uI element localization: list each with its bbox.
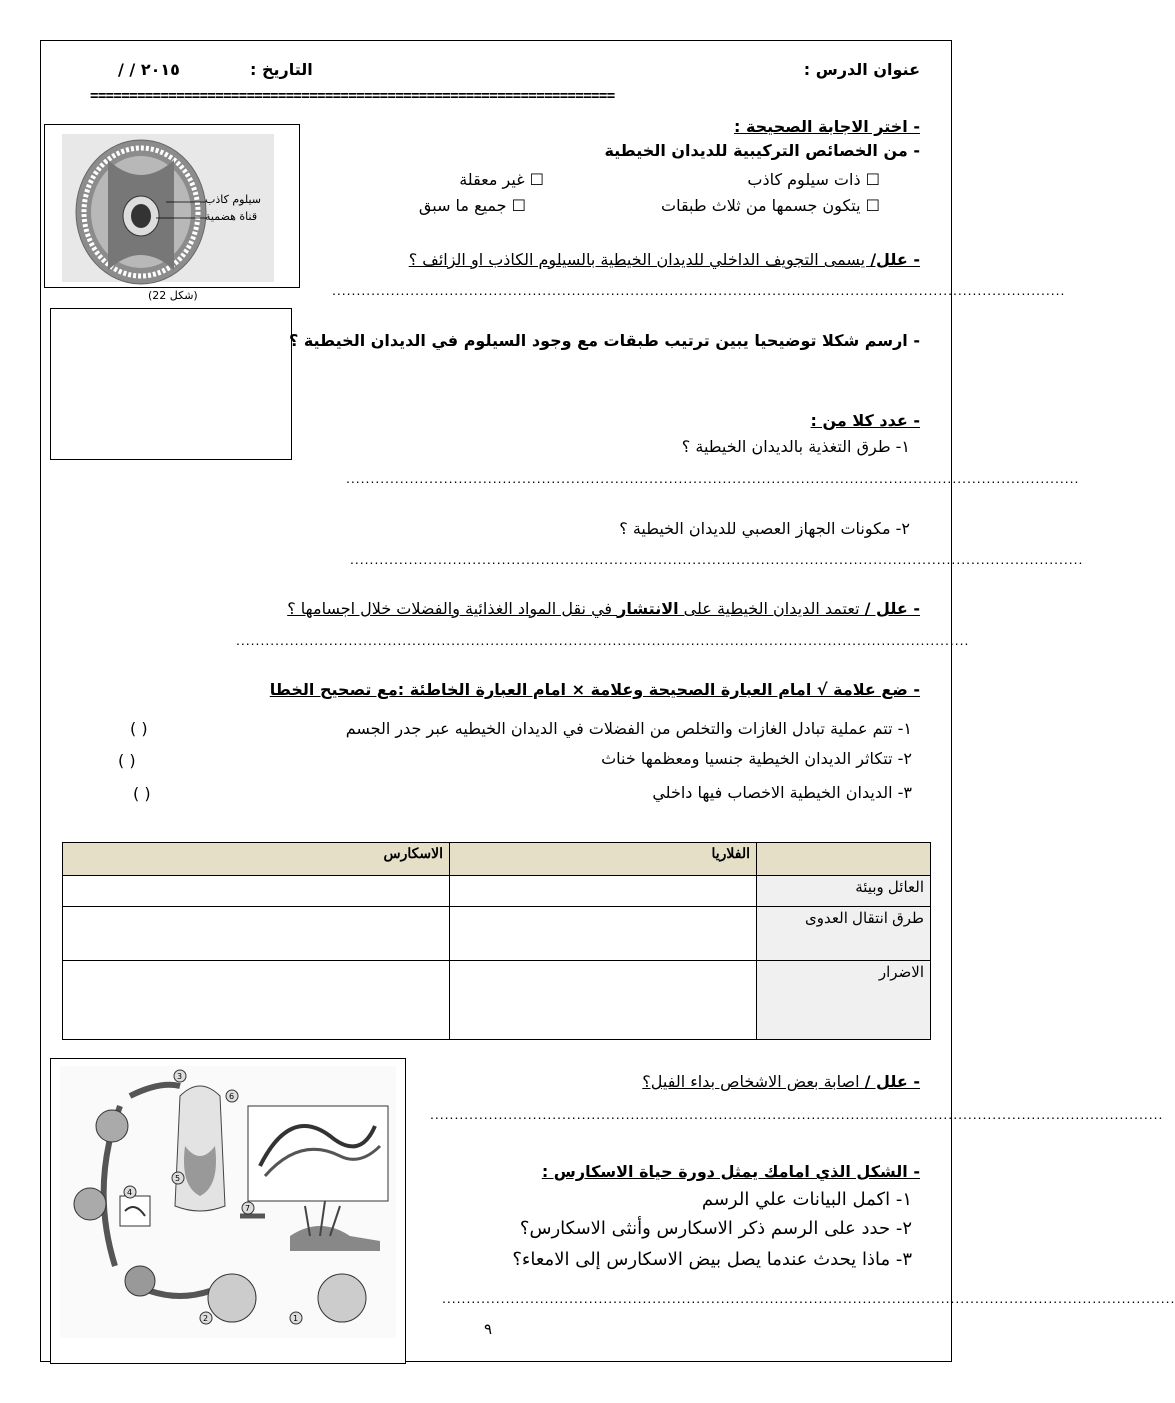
explain-2-text-b: في نقل المواد الغذائية والفضلات خلال اجسامها ؟: [287, 599, 618, 618]
table-cell-ascaris-host[interactable]: [63, 876, 450, 907]
lifecycle-num-4: 4: [127, 1188, 133, 1197]
truefalse-item-3: ٣- الديدان الخيطية الاخصاب فيها داخلي: [652, 783, 912, 802]
lifecycle-heading: - الشكل الذي امامك يمثل دورة حياة الاسكارس :: [541, 1162, 920, 1181]
mcq-option-2[interactable]: ☐ غير معقلة: [459, 170, 544, 189]
table-row-label-host: العائل وبيئة: [757, 876, 931, 907]
table-row: [63, 907, 931, 961]
explain-2-bold-word: الانتشار: [617, 599, 679, 618]
lifecycle-num-6: 6: [229, 1092, 235, 1101]
explain-1: [409, 250, 920, 269]
table-cell-filaria-transmission[interactable]: [450, 907, 757, 961]
truefalse-answer-1[interactable]: ( ): [130, 719, 148, 738]
figure-22-caption: (شكل 22): [148, 289, 198, 302]
mcq-option-4[interactable]: ☐ جميع ما سبق: [418, 196, 526, 215]
lifecycle-item-3: ٣- ماذا يحدث عندما يصل بيض الاسكارس إلى الامعاء؟: [512, 1249, 912, 1270]
mcq-option-1[interactable]: ☐ ذات سيلوم كاذب: [747, 170, 880, 189]
lifecycle-num-3: 3: [177, 1072, 183, 1081]
table-cell-ascaris-transmission[interactable]: [63, 907, 450, 961]
explain-1-prefix: - علل/: [870, 250, 920, 269]
answer-line-enumerate-1[interactable]: ......................................................................................................................................................: [346, 470, 1080, 486]
date-value: / / ٢٠١٥: [118, 60, 180, 79]
explain-3: [642, 1072, 920, 1091]
table-header-ascaris: الاسكارس: [63, 843, 450, 876]
table-cell-ascaris-harm[interactable]: [63, 961, 450, 1040]
truefalse-answer-2[interactable]: ( ): [118, 751, 136, 770]
lifecycle-item-2: ٢- حدد على الرسم ذكر الاسكارس وأنثى الاسكارس؟: [519, 1218, 912, 1239]
answer-line-explain-1[interactable]: ......................................................................................................................................................: [332, 282, 1066, 298]
answer-line-explain-3[interactable]: ......................................................................................................................................................: [430, 1106, 1164, 1122]
separator-line: ===================================================================: [90, 88, 615, 104]
table-row: [63, 876, 931, 907]
lifecycle-num-2: 2: [203, 1314, 209, 1323]
table-row-label-transmission: طرق انتقال العدوى: [757, 907, 931, 961]
lifecycle-num-5: 5: [175, 1174, 181, 1183]
lifecycle-num-7: 7: [245, 1204, 251, 1213]
explain-3-prefix: - علل /: [864, 1072, 920, 1091]
truefalse-item-1: ١- تتم عملية تبادل الغازات والتخلص من الفضلات في الديدان الخيطيه عبر جدر الجسم: [345, 719, 912, 738]
comparison-table: [62, 842, 931, 1040]
table-row: [63, 961, 931, 1040]
answer-line-lifecycle[interactable]: ......................................................................................................................................................: [442, 1290, 1175, 1306]
enumerate-item-1: ١- طرق التغذية بالديدان الخيطية ؟: [681, 437, 910, 456]
answer-line-enumerate-2[interactable]: ......................................................................................................................................................: [350, 551, 1084, 567]
figure-22-label-pseudocoelom: سيلوم كاذب: [205, 193, 262, 206]
lesson-title-label: عنوان الدرس :: [803, 60, 920, 79]
table-header-filaria: الفلاريا: [450, 843, 757, 876]
lifecycle-num-1: 1: [293, 1314, 299, 1323]
page-number: ٩: [484, 1320, 493, 1338]
mcq-question: - من الخصائص التركيبية للديدان الخيطية: [604, 141, 920, 160]
enumerate-item-2: ٢- مكونات الجهاز العصبي للديدان الخيطية ؟: [619, 519, 910, 538]
explain-1-text: يسمى التجويف الداخلي للديدان الخيطية بالسيلوم الكاذب او الزائف ؟: [408, 250, 871, 269]
draw-question: - ارسم شكلا توضيحيا يبين ترتيب طبقات مع وجود السيلوم في الديدان الخيطية ؟: [288, 331, 920, 350]
enumerate-heading: - عدد كلا من :: [810, 411, 920, 430]
truefalse-answer-3[interactable]: ( ): [133, 784, 151, 803]
table-cell-filaria-harm[interactable]: [450, 961, 757, 1040]
date-label: التاريخ :: [250, 60, 313, 79]
truefalse-heading: - ضع علامة √ امام العبارة الصحيحة وعلامة × امام العبارة الخاطئة :مع تصحيح الخطا: [269, 680, 920, 699]
lifecycle-figure-image: [60, 1066, 396, 1338]
explain-2-prefix: - علل /: [864, 599, 920, 618]
mcq-option-3[interactable]: ☐ يتكون جسمها من ثلاث طبقات: [661, 196, 880, 215]
explain-2: [287, 599, 920, 618]
table-header-blank: [757, 843, 931, 876]
truefalse-item-2: ٢- تتكاثر الديدان الخيطية جنسيا ومعظمها خناث: [601, 749, 912, 768]
explain-3-text: اصابة بعض الاشخاص بداء الفيل؟: [642, 1072, 865, 1091]
figure-22-label-gut: قناة هضمية: [205, 210, 258, 223]
answer-line-explain-2[interactable]: ......................................................................................................................................................: [236, 632, 970, 648]
explain-2-text-a: تعتمد الديدان الخيطية على: [678, 599, 865, 618]
table-cell-filaria-host[interactable]: [450, 876, 757, 907]
mcq-heading: - اختر الاجابة الصحيحة :: [733, 117, 920, 136]
table-header-row: [63, 843, 931, 876]
drawing-answer-box[interactable]: [50, 308, 292, 460]
lifecycle-item-1: ١- اكمل البيانات علي الرسم: [701, 1189, 912, 1210]
table-row-label-harm: الاضرار: [757, 961, 931, 1040]
